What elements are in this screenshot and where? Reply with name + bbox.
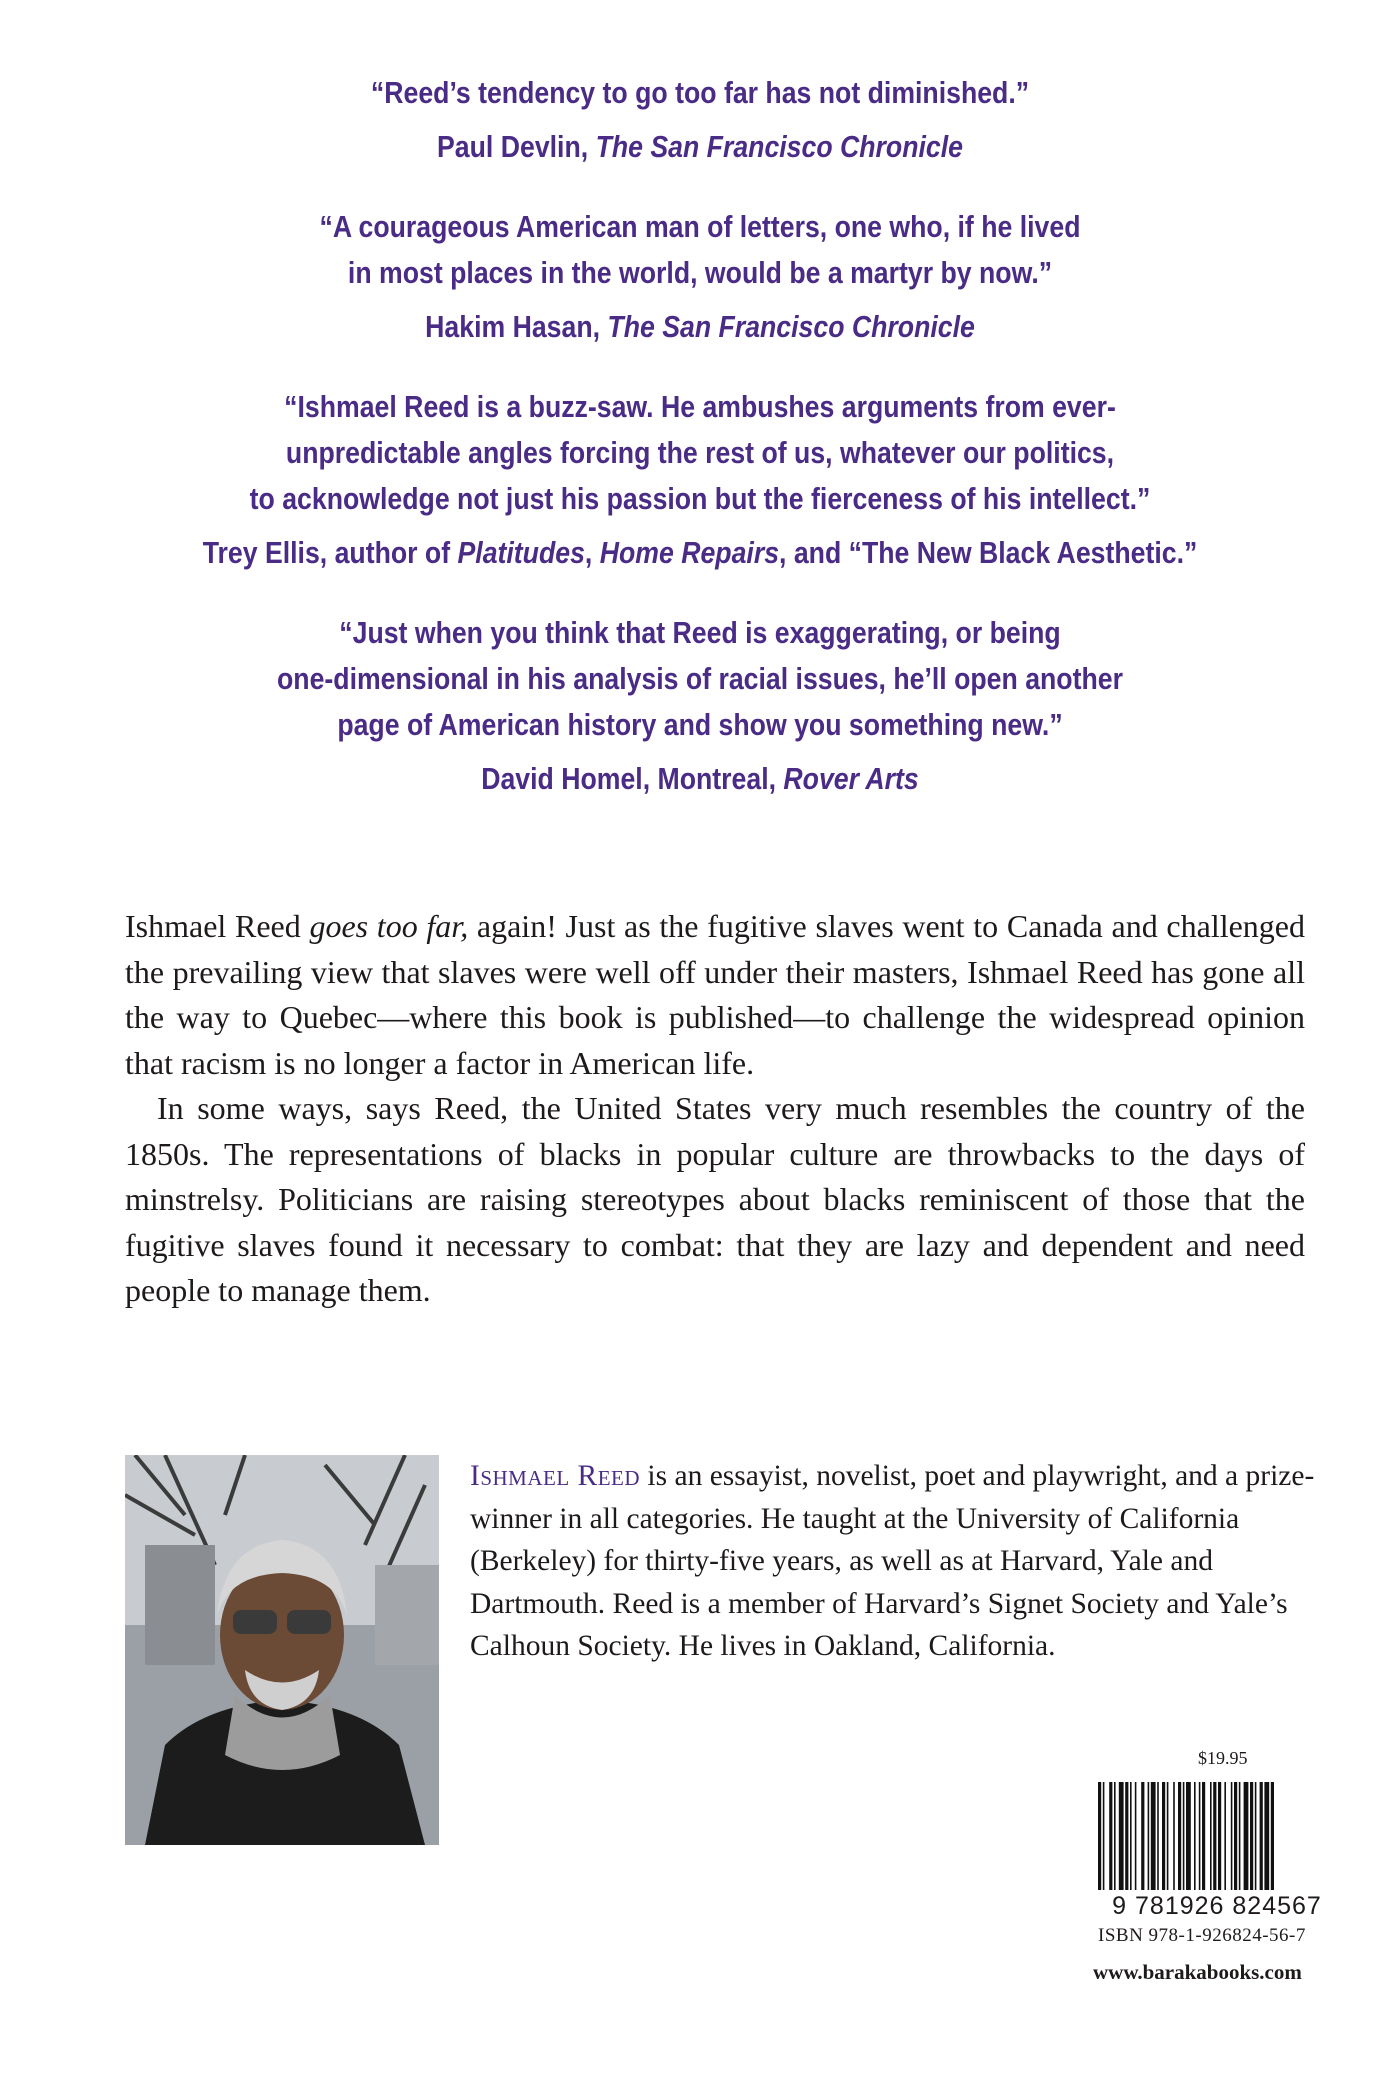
blurb-quote-line: one-dimensional in his analysis of racial issues, he’ll open another: [277, 661, 1123, 696]
blurb-quote-line: page of American history and show you something new.”: [337, 707, 1063, 742]
isbn: ISBN 978-1-926824-56-7: [1098, 1925, 1306, 1946]
author-photo: [125, 1455, 439, 1845]
author-name: Ishmael Reed: [470, 1460, 641, 1492]
author-bio: [470, 1455, 1340, 1668]
description-paragraph-1: Ishmael Reed goes too far, again! Just as the fugitive slaves went to Canada and challenged the prevailing view that slaves were well off under their masters, Ishmael Reed has gone all the way to Quebec—where this book is published—to challenge the widespread opinion that racism is no longer a factor in American life.: [125, 908, 1306, 1081]
blurb-quote-line: in most places in the world, would be a martyr by now.”: [347, 255, 1053, 290]
blurb-attribution: David Homel, Montreal, Rover Arts: [481, 761, 919, 796]
blurb-attribution: Trey Ellis, author of Platitudes, Home Repairs, and “The New Black Aesthetic.”: [202, 535, 1198, 570]
price: $19.95: [1198, 1748, 1248, 1768]
blurb-attribution: Hakim Hasan, The San Francisco Chronicle: [425, 309, 975, 344]
description-paragraph-2: In some ways, says Reed, the United States very much resembles the country of the 1850s. The representations of blacks in popular culture are throwbacks to the days of minstrelsy. Politicians are raising stereotypes about blacks reminiscent of those that the fugitive slaves found it necessary to combat: that they are lazy and dependent and need people to manage them.: [125, 1090, 1305, 1308]
description: [125, 904, 1305, 1314]
blurb-2: [98, 204, 1302, 350]
blurb-4: [98, 610, 1302, 802]
barcode-digits: 9 781926 824567: [1112, 1892, 1322, 1920]
blurbs-section: [0, 70, 1400, 836]
website-link[interactable]: www.barakabooks.com: [1093, 1960, 1302, 1984]
blurb-quote-line: to acknowledge not just his passion but the fierceness of his intellect.”: [249, 481, 1151, 516]
blurb-attribution: Paul Devlin, The San Francisco Chronicle: [437, 129, 963, 164]
blurb-quote-line: unpredictable angles forcing the rest of us, whatever our politics,: [285, 435, 1115, 470]
author-bio-text: is an essayist, novelist, poet and playwright, and a prize-winner in all categories. He taught at the University of California (Berkeley) for thirty-five years, as well as at Harvard, Yale and Dartmouth. Reed is a member of Harvard’s Signet Society and Yale’s Calhoun Society. He lives in Oakland, California.: [470, 1460, 1315, 1662]
blurb-quote-line: “Ishmael Reed is a buzz-saw. He ambushes arguments from ever-: [284, 389, 1116, 424]
blurb-3: [98, 384, 1302, 576]
barcode-icon: [1094, 1782, 1340, 1890]
blurb-1: [98, 70, 1302, 170]
blurb-quote: “Reed’s tendency to go too far has not diminished.”: [370, 75, 1030, 110]
blurb-quote-line: “Just when you think that Reed is exaggerating, or being: [339, 615, 1061, 650]
blurb-quote-line: “A courageous American man of letters, one who, if he lived: [319, 209, 1081, 244]
